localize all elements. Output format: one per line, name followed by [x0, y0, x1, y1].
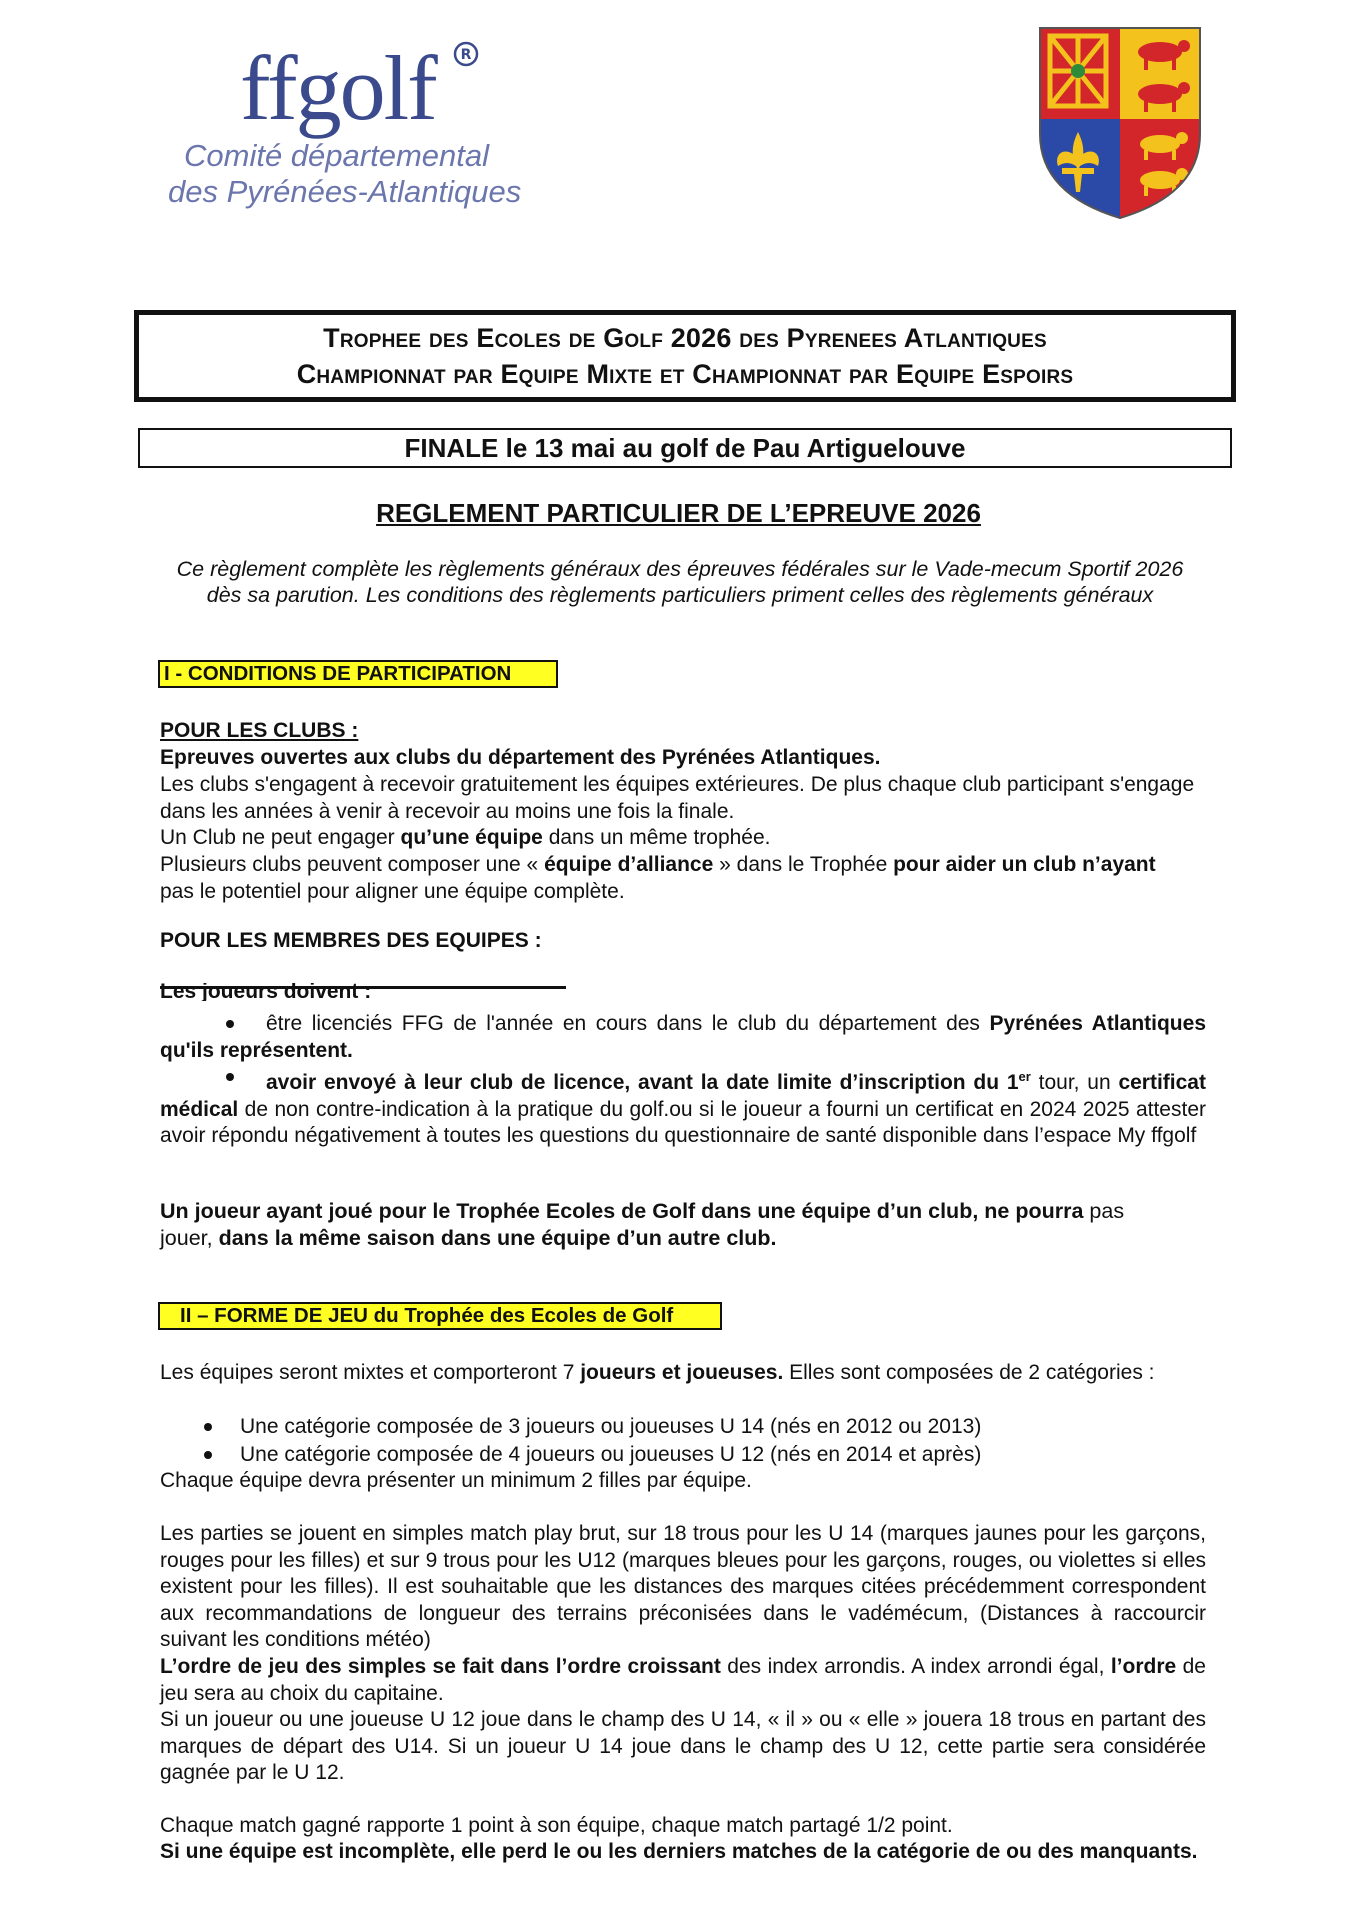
- bullet-2-c: certificat médical: [160, 1071, 1206, 1121]
- bullet-1: [160, 1011, 1206, 1064]
- s2-p4-c: l’ordre: [1110, 1655, 1177, 1678]
- ffgolf-logo: ffgolf: [240, 37, 436, 139]
- clubs-p2-b: qu’une équipe: [400, 826, 543, 849]
- clubs-p3-a: Plusieurs clubs peuvent composer une «: [160, 853, 545, 876]
- registered-mark-icon: [452, 40, 480, 68]
- section-2-heading-text: II – FORME DE JEU du Trophée des Ecoles de Golf: [180, 1304, 674, 1327]
- section-2-p6: Chaque match gagné rapporte 1 point à son équipe, chaque match partagé 1/2 point.: [160, 1814, 953, 1837]
- s2-p1-c: Elles sont composées de 2 catégories :: [783, 1361, 1155, 1384]
- players-must: Les joueurs doivent :: [160, 983, 372, 1001]
- finale-box: [138, 428, 1232, 468]
- clubs-p3-d: pour aider un club n’ayant: [893, 853, 1156, 876]
- intro-line-2: dès sa parution. Les conditions des règlements particuliers priment celles des règlements généraux: [206, 583, 1154, 607]
- section-2-p2: Chaque équipe devra présenter un minimum 2 filles par équipe.: [160, 1469, 752, 1492]
- clubs-p2-c: dans un même trophée.: [542, 826, 771, 849]
- section-1-heading: [158, 660, 558, 688]
- reglement-heading: REGLEMENT PARTICULIER DE L’EPREUVE 2026: [376, 498, 981, 528]
- finale-text: FINALE le 13 mai au golf de Pau Artiguelouve: [404, 432, 966, 463]
- bullet-dot: [204, 1451, 212, 1459]
- coat-of-arms-icon: [1036, 24, 1204, 222]
- bullet-1-a: être licenciés FFG de l'année en cours dans le club du département des: [266, 1012, 990, 1035]
- s2-p4-b: des index arrondis. A index arrondi égal,: [720, 1655, 1111, 1678]
- bullet-2-b: tour, un: [1030, 1071, 1119, 1094]
- bullet-dot: [226, 1020, 234, 1028]
- section-2-p4: [160, 1654, 1206, 1707]
- rule-b: pas: [1083, 1199, 1125, 1223]
- category-item-1-text: Une catégorie composée de 3 joueurs ou joueuses U 14 (nés en 2012 ou 2013): [240, 1415, 982, 1438]
- bullet-2-a: avoir envoyé à leur club de licence, avant la date limite d’inscription du 1: [266, 1071, 1019, 1094]
- clubs-heading: POUR LES CLUBS :: [160, 719, 359, 742]
- bullet-2-d: de non contre-indication à la pratique du golf.ou si le joueur a fourni un certificat en 2024 2025 attester avoir répondu négativement à toutes les questions du questionnaire de santé disponible dans l’espace My ffgolf: [160, 1097, 1206, 1147]
- rule-a: Un joueur ayant joué pour le Trophée Ecoles de Golf dans une équipe d’un club, ne pourra: [160, 1199, 1084, 1223]
- category-item-2-text: Une catégorie composée de 4 joueurs ou joueuses U 12 (nés en 2014 et après): [240, 1443, 982, 1466]
- clubs-paragraph-3: [160, 852, 1206, 905]
- bullet-1-b: Pyrénées Atlantiques qu'ils représentent.: [160, 1012, 1206, 1062]
- section-1-heading-text: I - CONDITIONS DE PARTICIPATION: [164, 662, 512, 685]
- intro-paragraph: [130, 556, 1230, 608]
- s2-p4-a: L’ordre de jeu des simples se fait dans l’ordre croissant: [160, 1655, 721, 1678]
- s2-p1-a: Les équipes seront mixtes et comporteront 7: [160, 1361, 581, 1384]
- category-item-1: [240, 1414, 1200, 1441]
- bullet-2-sup: er: [1018, 1069, 1031, 1084]
- intro-line-1: Ce règlement complète les règlements généraux des épreuves fédérales sur le Vade-mecum Sportif 2026: [176, 557, 1184, 581]
- section-2-p7: Si une équipe est incomplète, elle perd le ou les derniers matches de la catégorie de ou des manquants.: [160, 1840, 1198, 1863]
- rule-d: dans la même saison dans une équipe d’un autre club.: [218, 1225, 777, 1250]
- clubs-paragraph-2: [160, 825, 1206, 852]
- svg-text:R: R: [460, 47, 472, 63]
- clubs-p3-c: » dans le Trophée: [713, 853, 894, 876]
- s2-p1-b: joueurs et joueuses.: [580, 1361, 784, 1384]
- logo-subtitle: [168, 138, 521, 210]
- rule-c: jouer,: [160, 1225, 219, 1250]
- section-2-p3: Les parties se jouent en simples match play brut, sur 18 trous pour les U 14 (marques jaunes pour les garçons, rouges pour les filles) et sur 9 trous pour les U12 (marques bleues pour les garçons, rouges, ou violettes si elles existent pour les filles). Il est souhaitable que les distances des marques citées précédemment correspondent aux recommandations de longueur des terrains préconisées dans le vadémécum, (Distances à raccourcir suivant les conditions météo): [160, 1522, 1206, 1651]
- clubs-paragraph-1: Les clubs s'engagent à recevoir gratuitement les équipes extérieures. De plus chaque club participant s'engage dans les années à venir à recevoir au moins une fois la finale.: [160, 773, 1195, 823]
- clubs-p3-b: équipe d’alliance: [544, 853, 714, 876]
- category-item-2: [240, 1442, 1200, 1469]
- title-line-2: Championnat par Equipe Mixte et Championnat par Equipe Espoirs: [296, 359, 1074, 389]
- members-heading: POUR LES MEMBRES DES EQUIPES :: [160, 929, 542, 952]
- bullet-dot: [226, 1073, 234, 1081]
- clubs-bold-line: Epreuves ouvertes aux clubs du département des Pyrénées Atlantiques.: [160, 746, 881, 769]
- section-2-p1: [160, 1360, 1206, 1387]
- bullet-dot: [204, 1423, 212, 1431]
- logo-subtitle-line1: Comité départemental: [184, 138, 489, 173]
- title-line-1: Trophee des Ecoles de Golf 2026 des Pyrenees Atlantiques: [323, 323, 1047, 353]
- clubs-p2-a: Un Club ne peut engager: [160, 826, 401, 849]
- rule-paragraph: [160, 1198, 1206, 1251]
- section-2-heading: [158, 1302, 722, 1330]
- clubs-p3-e: pas le potentiel pour aligner une équipe complète.: [160, 879, 625, 903]
- bullet-2: [160, 1064, 1206, 1150]
- title-box: [134, 310, 1236, 402]
- logo-subtitle-line2: des Pyrénées-Atlantiques: [168, 174, 522, 209]
- s2-p4-d: de jeu sera au choix du capitaine.: [160, 1655, 1206, 1705]
- section-2-p5: Si un joueur ou une joueuse U 12 joue dans le champ des U 14, « il » ou « elle » jouera 18 trous en partant des marques de départ des U14. Si un joueur U 14 joue dans le champ des U 12, cette partie sera considérée gagnée par le U 12.: [160, 1708, 1206, 1784]
